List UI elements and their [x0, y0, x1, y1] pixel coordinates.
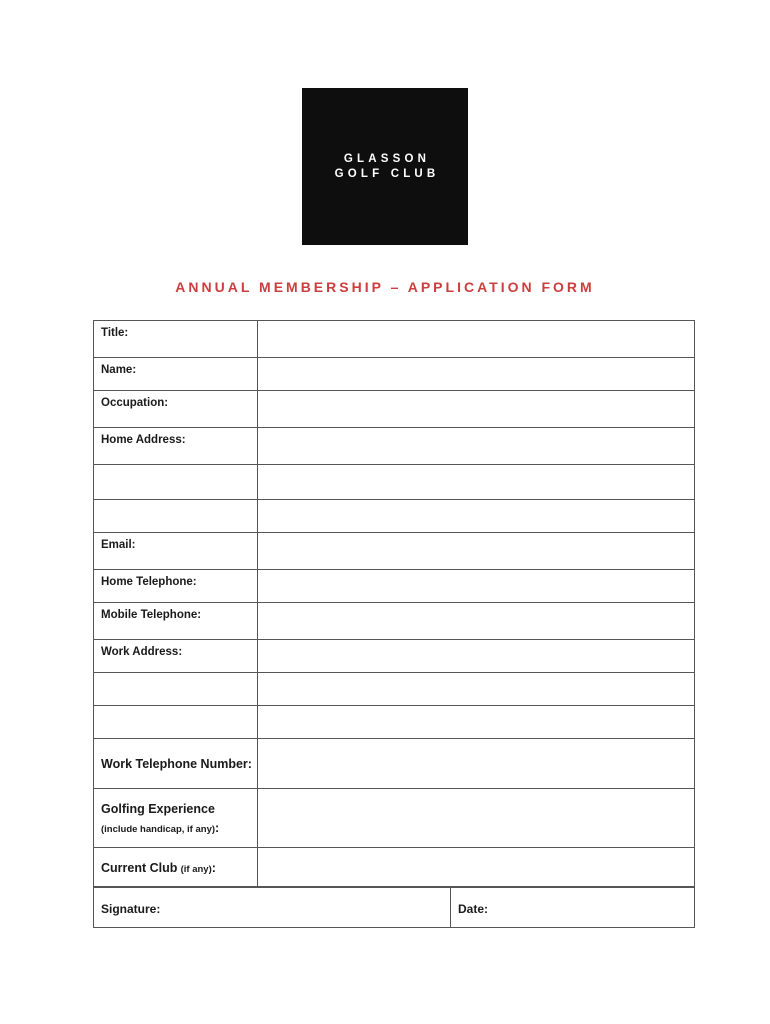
home-address-field-line2[interactable] [258, 465, 695, 500]
signature-field[interactable] [94, 887, 451, 928]
signature-label: Signature: [101, 902, 161, 916]
mobile-telephone-label: Mobile Telephone: [101, 609, 202, 621]
form-row-mobile-telephone [94, 603, 695, 640]
current-club-field[interactable] [258, 848, 695, 888]
form-row-home-address [94, 428, 695, 465]
form-row-home-address-2 [94, 465, 695, 500]
occupation-field[interactable] [258, 391, 695, 428]
home-telephone-field[interactable] [258, 570, 695, 603]
name-label: Name: [101, 364, 137, 376]
form-row-current-club [94, 848, 695, 888]
work-telephone-label: Work Telephone Number: [101, 756, 252, 771]
title-label: Title: [101, 327, 129, 339]
form-row-home-address-3 [94, 500, 695, 533]
club-logo [302, 88, 468, 245]
golfing-experience-note-line [94, 816, 257, 835]
date-field[interactable] [451, 887, 695, 928]
home-telephone-label: Home Telephone: [101, 576, 197, 588]
home-address-blank-label-3 [94, 500, 258, 533]
work-address-field-line3[interactable] [258, 706, 695, 739]
current-club-colon: : [211, 861, 216, 875]
mobile-telephone-field[interactable] [258, 603, 695, 640]
work-address-label: Work Address: [101, 646, 183, 658]
home-address-blank-label-2 [94, 465, 258, 500]
work-address-blank-label-3 [94, 706, 258, 739]
form-row-email [94, 533, 695, 570]
golfing-experience-label: Golfing Experience [101, 802, 215, 816]
home-address-label: Home Address: [101, 434, 186, 446]
form-row-work-address-2 [94, 673, 695, 706]
date-label: Date: [458, 902, 489, 916]
work-telephone-label-cell [94, 739, 258, 789]
occupation-label: Occupation: [101, 397, 169, 409]
work-address-blank-label-2 [94, 673, 258, 706]
email-label: Email: [101, 539, 136, 551]
form-row-work-address [94, 640, 695, 673]
work-address-field-line2[interactable] [258, 673, 695, 706]
home-address-field-line1[interactable] [258, 428, 695, 465]
work-address-label-cell [94, 640, 258, 673]
home-telephone-label-cell [94, 570, 258, 603]
logo-text-line1: GLASSON [343, 152, 431, 165]
email-field[interactable] [258, 533, 695, 570]
application-form-table [93, 320, 695, 888]
form-row-home-telephone [94, 570, 695, 603]
form-row-occupation [94, 391, 695, 428]
form-row-work-telephone [94, 739, 695, 789]
home-address-field-line3[interactable] [258, 500, 695, 533]
form-row-golfing-experience [94, 789, 695, 848]
golfing-experience-field[interactable] [258, 789, 695, 848]
work-telephone-field[interactable] [258, 739, 695, 789]
mobile-telephone-label-cell [94, 603, 258, 640]
signature-table [93, 886, 695, 928]
golfing-experience-label-cell [94, 789, 258, 848]
current-club-label-line [94, 848, 257, 875]
current-club-label-cell [94, 848, 258, 888]
current-club-note: (if any) [180, 864, 212, 875]
logo-text-line2: GOLF CLUB [334, 167, 440, 180]
form-title: ANNUAL MEMBERSHIP – APPLICATION FORM [175, 279, 595, 295]
form-row-name [94, 358, 695, 391]
occupation-label-cell [94, 391, 258, 428]
name-label-cell [94, 358, 258, 391]
golfing-experience-colon: : [215, 821, 220, 835]
title-label-cell [94, 321, 258, 358]
home-address-label-cell [94, 428, 258, 465]
email-label-cell [94, 533, 258, 570]
current-club-label: Current Club [101, 861, 178, 875]
work-address-field-line1[interactable] [258, 640, 695, 673]
form-row-work-address-3 [94, 706, 695, 739]
signature-row [94, 887, 695, 928]
name-field[interactable] [258, 358, 695, 391]
title-field[interactable] [258, 321, 695, 358]
form-row-title [94, 321, 695, 358]
golfing-experience-note: (include handicap, if any) [101, 824, 216, 835]
